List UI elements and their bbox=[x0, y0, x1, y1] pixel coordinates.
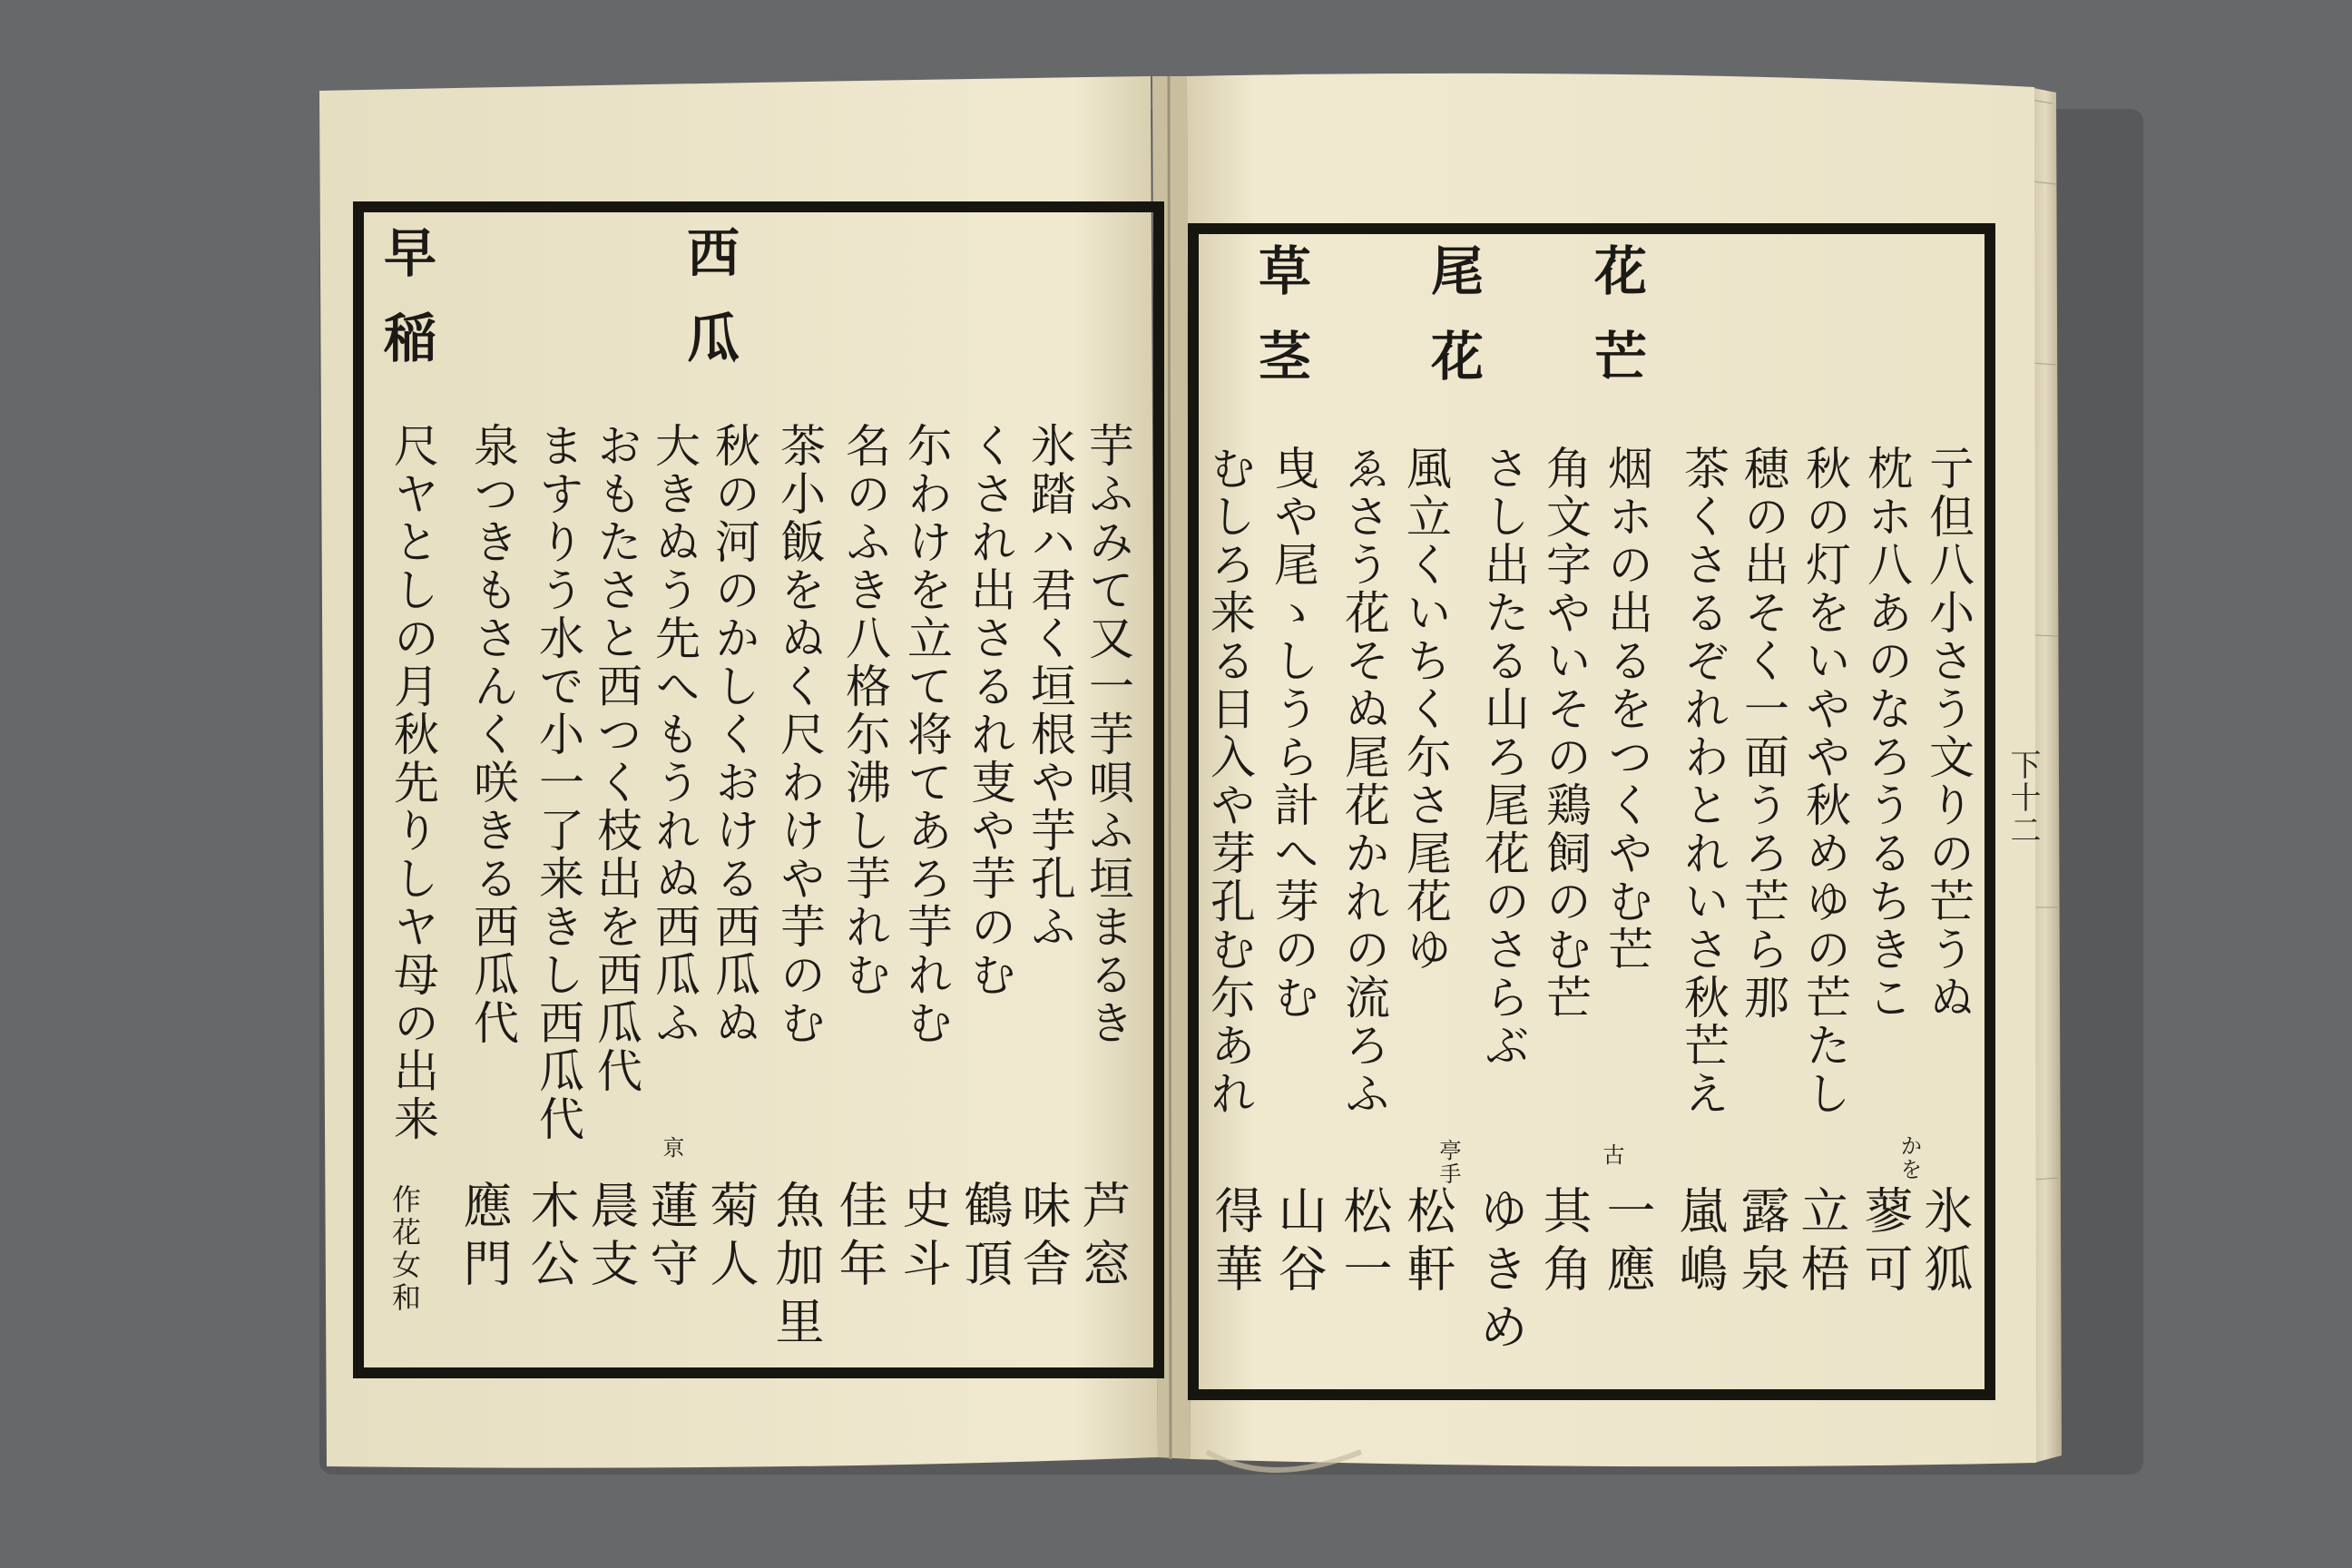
author: 晨支 bbox=[583, 1180, 640, 1296]
author: 佳年 bbox=[831, 1180, 888, 1296]
heading-5: 早稲 bbox=[375, 225, 436, 396]
verse: 秋の河のかしくおける西瓜ぬ bbox=[708, 422, 760, 1047]
author: 鶴頂 bbox=[956, 1180, 1014, 1296]
verse: おもたさと西つく枝出を西瓜代 bbox=[590, 422, 642, 1095]
verse: 曳や尾ゝしうら計へ芽のむ bbox=[1267, 445, 1319, 1022]
verse: 尓わけを立て将てあろ芋れむ bbox=[900, 422, 953, 1047]
author: 木公 bbox=[523, 1180, 580, 1296]
author: 嵐嶋 bbox=[1671, 1185, 1729, 1301]
author: 得華 bbox=[1207, 1185, 1264, 1301]
heading-2: 尾花 bbox=[1422, 243, 1484, 414]
verse: 尺ヤとしの月秋先りしヤ母の出来 bbox=[387, 422, 439, 1143]
verse: むしろ来る日入や芽孔む尓あれ bbox=[1203, 445, 1256, 1118]
verse: ゑさう花そぬ尾花かれの流ろふ bbox=[1338, 445, 1390, 1118]
author: 史斗 bbox=[895, 1180, 952, 1296]
annotation: 亰 bbox=[659, 1136, 684, 1160]
author: 味舎 bbox=[1014, 1180, 1072, 1296]
verse: ますりう水で小一了来きし西瓜代 bbox=[532, 422, 584, 1143]
verse: 穂の出そく一面うろ芒ら那 bbox=[1737, 445, 1789, 1022]
verse: 風立くいちく尓さ尾花ゆ bbox=[1399, 445, 1452, 974]
author: 松一 bbox=[1336, 1185, 1393, 1301]
verse: 茶小飯をぬく尺わけや芋のむ bbox=[773, 422, 826, 1047]
verse: 枕ホ八あのなろうるちきこ bbox=[1860, 445, 1913, 1022]
author: 作花女和 bbox=[387, 1184, 422, 1315]
verse: 茶くさるぞれわとれいさ秋芒え bbox=[1677, 445, 1730, 1118]
author: 菊人 bbox=[702, 1180, 760, 1296]
verse: 烟ホの出るをつくやむ芒 bbox=[1601, 445, 1653, 974]
verse: 泉つきもさんく咲きる西瓜代 bbox=[466, 422, 519, 1047]
verse: さし出たる山ろ尾花のさらぶ bbox=[1477, 445, 1530, 1070]
annotation: 亭手 bbox=[1436, 1139, 1461, 1186]
verse: 秋の灯をいやや秋めゆの芒たし bbox=[1798, 445, 1851, 1118]
author: 蓮守 bbox=[642, 1180, 700, 1296]
verse: 名のふき八格尓沸し芋れむ bbox=[838, 422, 891, 999]
annotation: かを bbox=[1896, 1134, 1922, 1181]
verse: 芋ふみて又一芋唄ふ垣まるき bbox=[1082, 422, 1134, 1047]
author: 松軒 bbox=[1399, 1185, 1456, 1301]
verse: 亍但八小さう文りの芒うぬ bbox=[1922, 445, 1975, 1022]
heading-3: 草茎 bbox=[1250, 243, 1311, 414]
author: 其角 bbox=[1535, 1185, 1592, 1301]
author: 立梧 bbox=[1793, 1185, 1850, 1301]
verse: 角文字やいその鶏飼のむ芒 bbox=[1539, 445, 1592, 1022]
annotation: 古 bbox=[1599, 1143, 1624, 1167]
verse: 氷踏ハ君く垣根や芋孔ふ bbox=[1024, 422, 1076, 951]
folio-number: 下十二 bbox=[2004, 749, 2041, 847]
author: 一應 bbox=[1599, 1185, 1656, 1301]
verse: くされ出さるれ叓や芋のむ bbox=[964, 422, 1016, 999]
verse: 大きぬう先へもうれぬ西瓜ふ bbox=[648, 422, 701, 1047]
author: 蓼可 bbox=[1857, 1185, 1914, 1301]
author: 露泉 bbox=[1733, 1185, 1790, 1301]
author: 應門 bbox=[456, 1180, 513, 1296]
author: 芦窓 bbox=[1074, 1180, 1132, 1296]
author: 山谷 bbox=[1270, 1185, 1328, 1301]
author: 氷狐 bbox=[1916, 1185, 1974, 1301]
heading-1: 花芒 bbox=[1585, 243, 1647, 414]
heading-4: 西瓜 bbox=[678, 225, 740, 396]
author: 魚加里 bbox=[768, 1180, 825, 1354]
author: ゆきめ bbox=[1472, 1185, 1529, 1359]
